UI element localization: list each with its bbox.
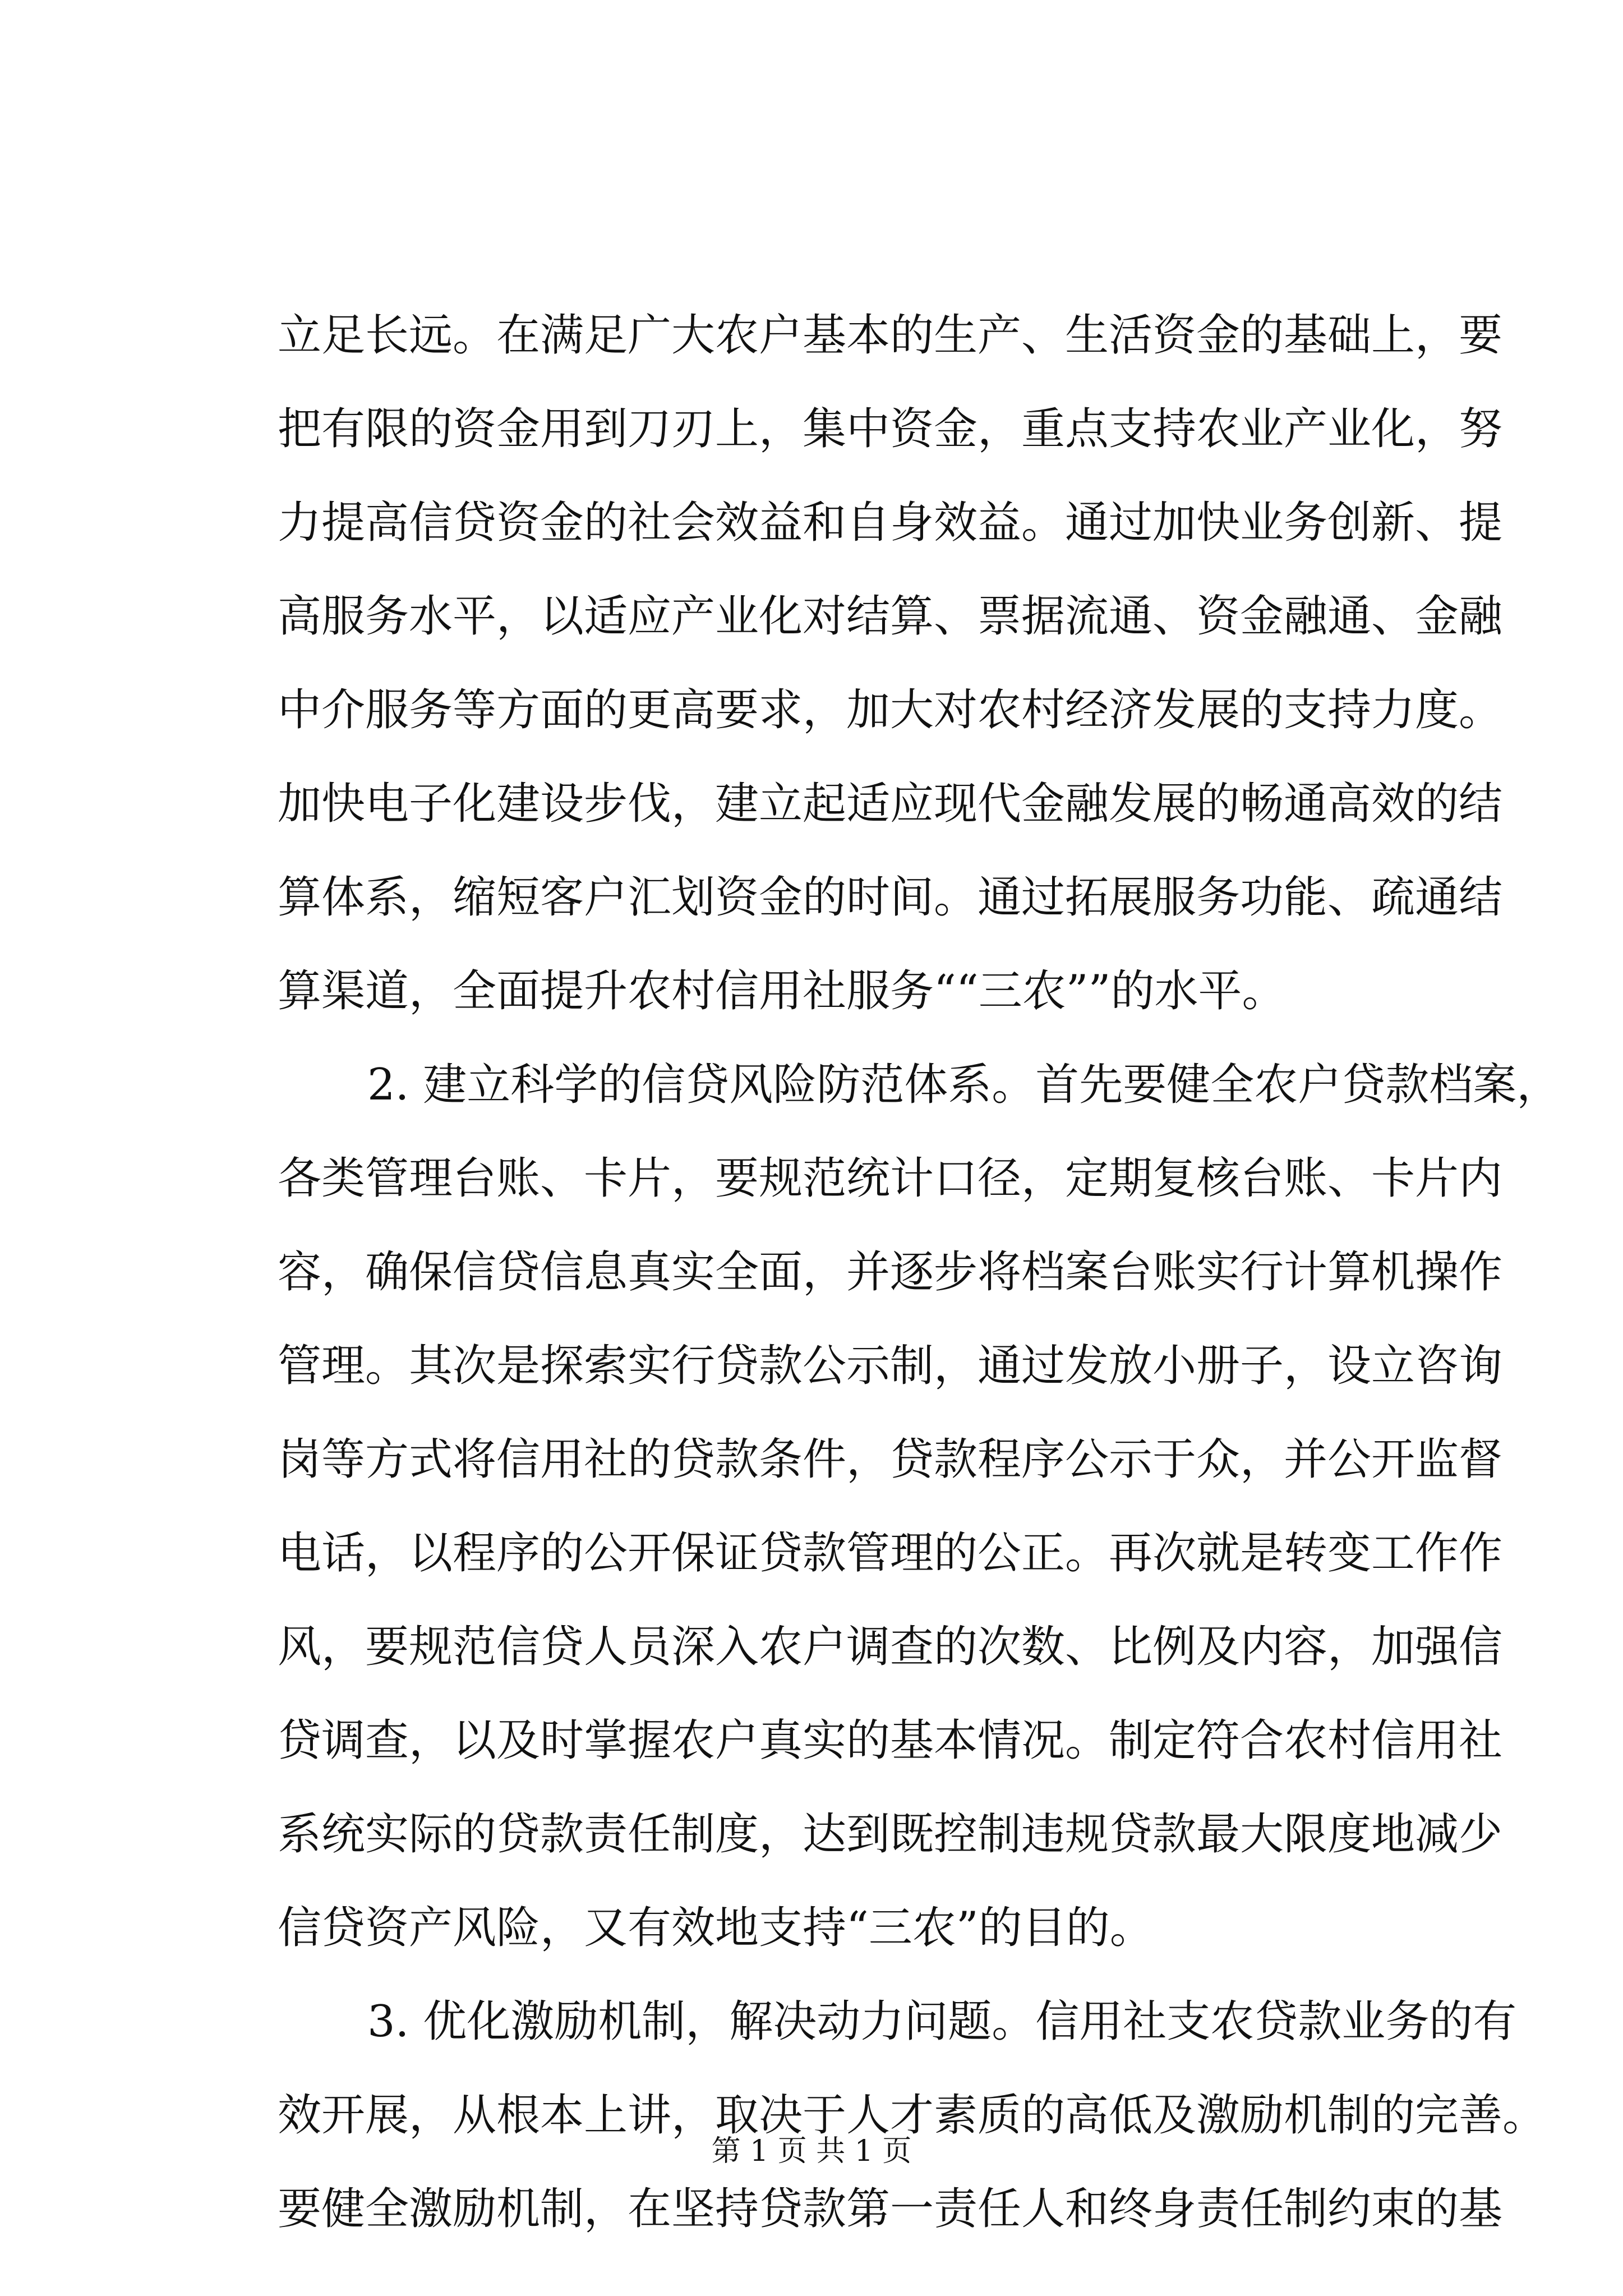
- text-line: 要健全激励机制，在坚持贷款第一责任人和终身责任制约束的基: [278, 2184, 1503, 2234]
- text-line: 中介服务等方面的更高要求，加大对农村经济发展的支持力度。: [278, 685, 1503, 735]
- text-line: 岗等方式将信用社的贷款条件，贷款程序公示于众，并公开监督: [278, 1434, 1503, 1485]
- text-line: 容，确保信贷信息真实全面，并逐步将档案台账实行计算机操作: [278, 1247, 1503, 1297]
- text-line: 系统实际的贷款责任制度，达到既控制违规贷款最大限度地减少: [278, 1809, 1503, 1860]
- text-line: 风，要规范信贷人员深入农户调查的次数、比例及内容，加强信: [278, 1622, 1503, 1672]
- text-line: 算渠道，全面提升农村信用社服务““三农””的水平。: [278, 966, 1286, 1016]
- text-line: 各类管理台账、卡片，要规范统计口径，定期复核台账、卡片内: [278, 1153, 1503, 1204]
- text-line: 信贷资产风险，又有效地支持“三农”的目的。: [278, 1903, 1154, 1953]
- text-line: 高服务水平，以适应产业化对结算、票据流通、资金融通、金融: [278, 591, 1503, 642]
- text-line: 管理。其次是探索实行贷款公示制，通过发放小册子，设立咨询: [278, 1341, 1503, 1391]
- paragraph-start-line: 3. 优化激励机制，解决动力问题。信用社支农贷款业务的有: [367, 1996, 1517, 2047]
- text-line: 立足长远。在满足广大农户基本的生产、生活资金的基础上，要: [278, 310, 1503, 361]
- text-line: 力提高信贷资金的社会效益和自身效益。通过加快业务创新、提: [278, 498, 1503, 548]
- paragraph-start-line: 2. 建立科学的信贷风险防范体系。首先要健全农户贷款档案，: [367, 1060, 1561, 1110]
- text-line: 把有限的资金用到刀刃上，集中资金，重点支持农业产业化，努: [278, 404, 1503, 454]
- text-line: 电话，以程序的公开保证贷款管理的公正。再次就是转变工作作: [278, 1528, 1503, 1579]
- text-line: 贷调查，以及时掌握农户真实的基本情况。制定符合农村信用社: [278, 1715, 1503, 1766]
- text-line: 加快电子化建设步伐，建立起适应现代金融发展的畅通高效的结: [278, 779, 1503, 829]
- page-number-footer: 第 1 页 共 1 页: [711, 2134, 912, 2168]
- text-line: 效开展，从根本上讲，取决于人才素质的高低及激励机制的完善。: [278, 2090, 1547, 2141]
- text-line: 算体系，缩短客户汇划资金的时间。通过拓展服务功能、疏通结: [278, 872, 1503, 923]
